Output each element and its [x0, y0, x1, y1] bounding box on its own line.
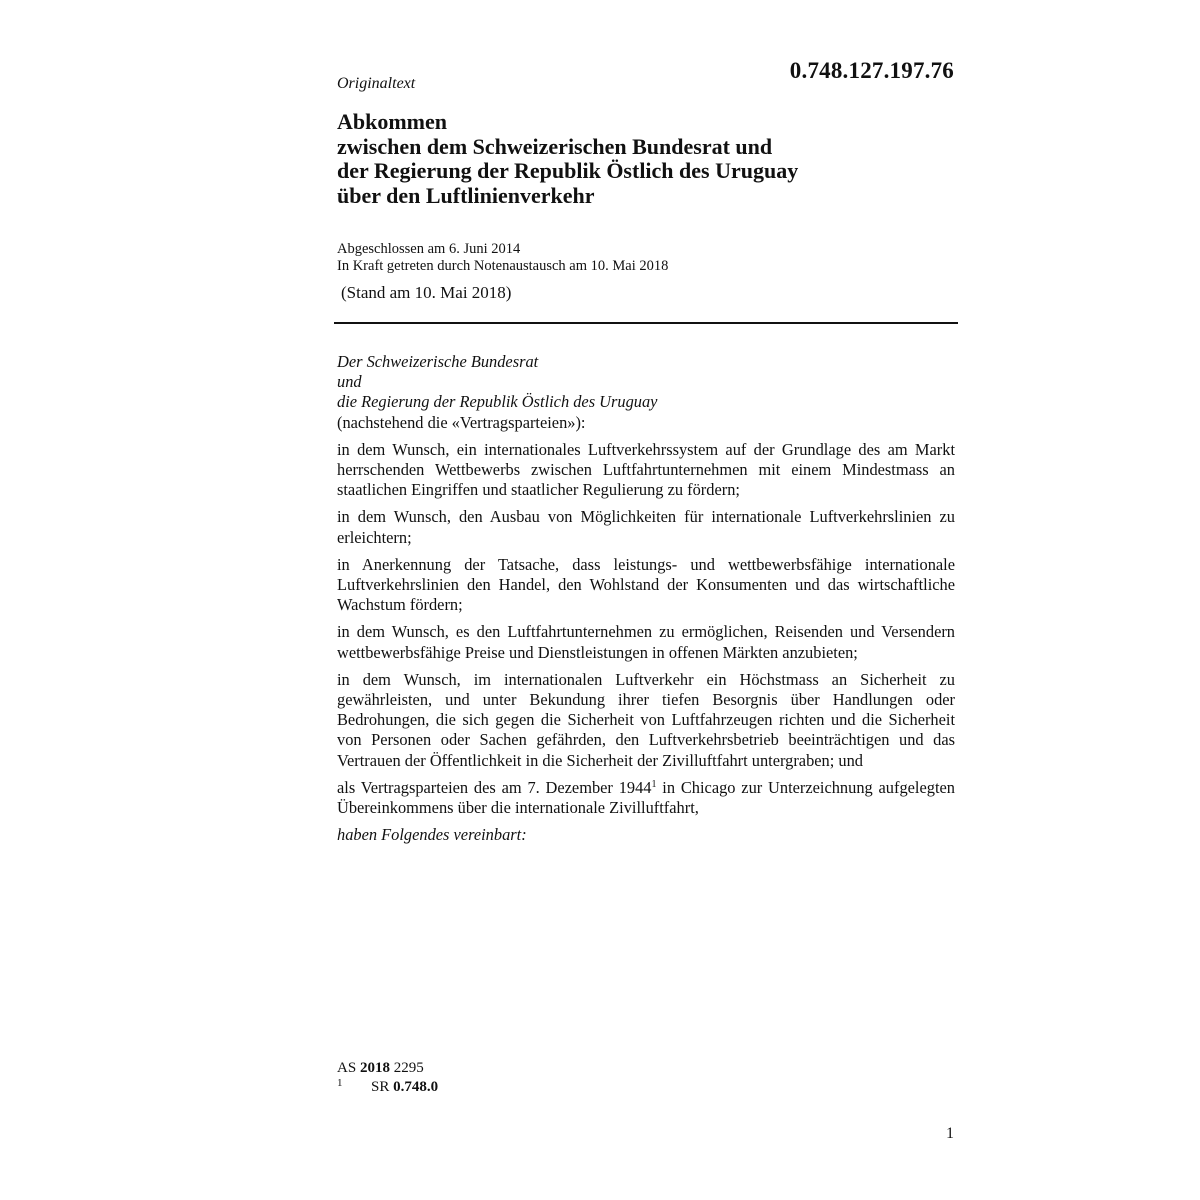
chicago-text-before: als Vertragsparteien des am 7. Dezember 1944	[337, 777, 652, 797]
closing-formula: haben Folgendes vereinbart:	[337, 825, 527, 845]
sr-number: 0.748.127.197.76	[789, 58, 954, 83]
footnote-mark: 1	[337, 1077, 343, 1089]
sr-reference: 0.748.0	[393, 1079, 439, 1095]
title-line: zwischen dem Schweizerischen Bundesrat und	[337, 133, 773, 159]
as-prefix: AS	[337, 1060, 360, 1076]
concluded-date: Abgeschlossen am 6. Juni 2014	[337, 241, 521, 257]
originaltext-label: Originaltext	[337, 75, 416, 92]
stand-date: (Stand am 10. Mai 2018)	[341, 283, 512, 302]
parties-designation: (nachstehend die «Vertragsparteien»):	[337, 412, 586, 432]
chicago-convention-paragraph	[337, 778, 955, 818]
party-1: Der Schweizerische Bundesrat	[337, 352, 539, 371]
as-page: 2295	[389, 1060, 424, 1076]
title-line: über den Luftlinienverkehr	[337, 182, 595, 208]
title-line: Abkommen	[337, 109, 448, 134]
in-force-date: In Kraft getreten durch Notenaustausch am 10. Mai 2018	[337, 258, 669, 274]
footnotes	[337, 1059, 438, 1097]
footnote-reference[interactable]: 1	[651, 778, 657, 790]
sr-prefix: SR	[371, 1079, 394, 1095]
party-2: die Regierung der Republik Östlich des Uruguay	[337, 392, 658, 412]
preamble-paragraph: in dem Wunsch, es den Luftfahrtunternehmen zu ermöglichen, Reisenden und Versendern wettbewerbsfähige Preise und Dienstleistungen in offenen Märkten anzubieten;	[337, 622, 955, 662]
preamble-paragraph: in dem Wunsch, ein internationales Luftverkehrssystem auf der Grundlage des am Markt herrschenden Wettbewerbs zwischen Luftfahrtunternehmen mit einem Mindestmass an staatlichen Eingriffen und staatlicher Regulierung zu fördern;	[337, 439, 955, 500]
chicago-text-after: in Chicago zur Unterzeichnung aufgelegten Übereinkommens über die internationale Zivilluftfahrt,	[337, 777, 955, 818]
title-line: der Regierung der Republik Östlich des Uruguay	[337, 158, 799, 183]
document-meta	[337, 241, 668, 275]
footnote-text	[371, 1078, 438, 1097]
page-number: 1	[946, 1125, 954, 1142]
preamble-paragraph: in Anerkennung der Tatsache, dass leistungs- und wettbewerbsfähige internationale Luftverkehrslinien den Handel, den Wohlstand der Konsumenten und das wirtschaftliche Wachstum fördern;	[337, 554, 955, 615]
party-conjunction: und	[337, 372, 362, 392]
document-title	[337, 110, 957, 208]
preamble-paragraph: in dem Wunsch, den Ausbau von Möglichkeiten für internationale Luftverkehrslinien zu erleichtern;	[337, 507, 955, 547]
header-divider	[334, 322, 958, 324]
preamble	[337, 352, 955, 845]
preamble-paragraph: in dem Wunsch, im internationalen Luftverkehr ein Höchstmass an Sicherheit zu gewährleisten, und unter Bekundung ihrer tiefen Besorgnis über Handlungen oder Bedrohungen, die sich gegen die Sicherheit von Luftfahrzeugen richten und die Sicherheit von Personen oder Sachen gefährden, den Luftverkehrsbetrieb beeinträchtigen und das Vertrauen der Öffentlichkeit in die Sicherheit der Zivilluftfahrt untergraben; und	[337, 669, 955, 770]
as-year: 2018	[359, 1060, 390, 1076]
footnote-1	[337, 1078, 438, 1097]
